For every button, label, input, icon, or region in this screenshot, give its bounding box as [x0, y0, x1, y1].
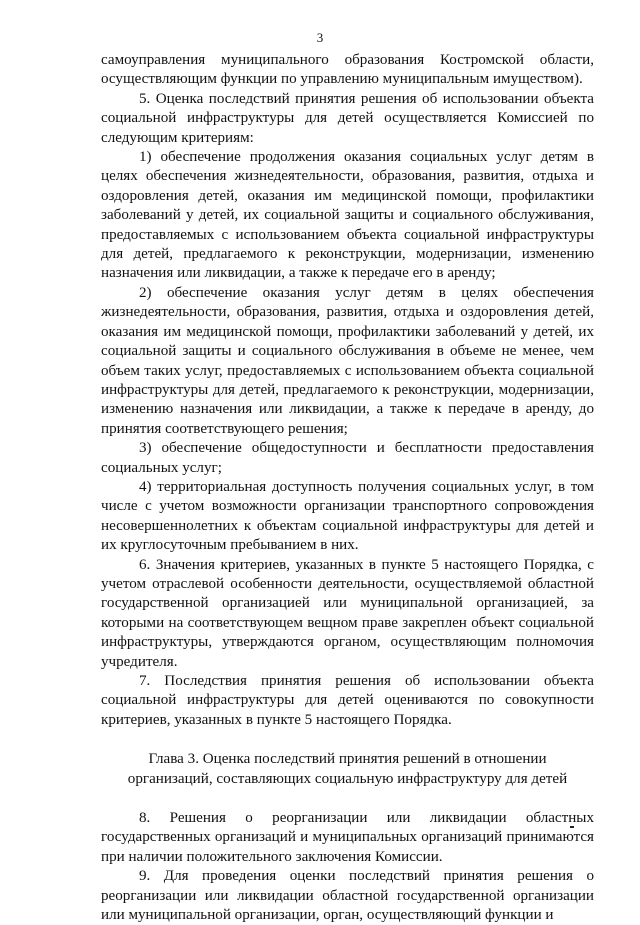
paragraph-6: 6. Значения критериев, указанных в пункте 5 настоящего Порядка, с учетом отраслевой особенности деятельности, осуществляемой областной государственной организацией или муниципальной организацией, за которыми на соответствующем вещном праве закреплен объект социальной инфраструктуры, утверждаются органом, осуществляющим полномочия учредителя. — [101, 556, 594, 670]
page-number: 3 — [316, 30, 324, 45]
paragraph-continuation: самоуправления муниципального образования Костромской области, осуществляющим функции по управлению муниципальным имуществом). — [101, 52, 594, 88]
scan-mark — [570, 826, 574, 828]
chapter-3-heading: Глава 3. Оценка последствий принятия решений в отношении организаций, составляющих социальную инфраструктуру для детей — [127, 751, 568, 787]
paragraph-5-item-3: 3) обеспечение общедоступности и бесплатности предоставления социальных услуг; — [101, 440, 594, 476]
paragraph-5: 5. Оценка последствий принятия решения об использовании объекта социальной инфраструктуры для детей осуществляется Комиссией по следующим критериям: — [101, 90, 594, 146]
paragraph-9: 9. Для проведения оценки последствий принятия решения о реорганизации или ликвидации областной государственной организации или муниципальной организации, орган, осуществляющий функции и — [101, 868, 594, 924]
paragraph-5-item-2: 2) обеспечение оказания услуг детям в целях обеспечения жизнедеятельности, образования, развития, отдыха и оздоровления детей, оказания им медицинской помощи, профилактики заболеваний у детей, их социальной защиты и социального обслуживания в объеме не менее, чем объем таких услуг, предоставляемых с использованием объекта социальной инфраструктуры для детей, предлагаемого к реконструкции, модернизации, изменению назначения или ликвидации, а также к передаче в аренду, до принятия соответствующего решения; — [101, 284, 594, 437]
document-body — [101, 51, 594, 925]
paragraph-8: 8. Решения о реорганизации или ликвидации областных государственных организаций и муниципальных организаций принимаются при наличии положительного заключения Комиссии. — [101, 810, 594, 865]
paragraph-7: 7. Последствия принятия решения об использовании объекта социальной инфраструктуры для детей оцениваются по совокупности критериев, указанных в пункте 5 настоящего Порядка. — [101, 673, 594, 728]
paragraph-5-item-1: 1) обеспечение продолжения оказания социальных услуг детям в целях обеспечения жизнедеятельности, образования, развития, отдыха и оздоровления детей, оказания им медицинской помощи, профилактики заболеваний у детей, их социальной защиты и социального обслуживания, предоставляемых с использованием объекта социальной инфраструктуры для детей, предлагаемого к реконструкции, модернизации, изменению назначения или ликвидации, а также к передаче его в аренду; — [101, 149, 594, 282]
paragraph-5-item-4: 4) территориальная доступность получения социальных услуг, в том числе с учетом возможности организации транспортного сопровождения несовершеннолетних к объектам социальной инфраструктуры для детей и их круглосуточным пребыванием в них. — [101, 478, 594, 554]
